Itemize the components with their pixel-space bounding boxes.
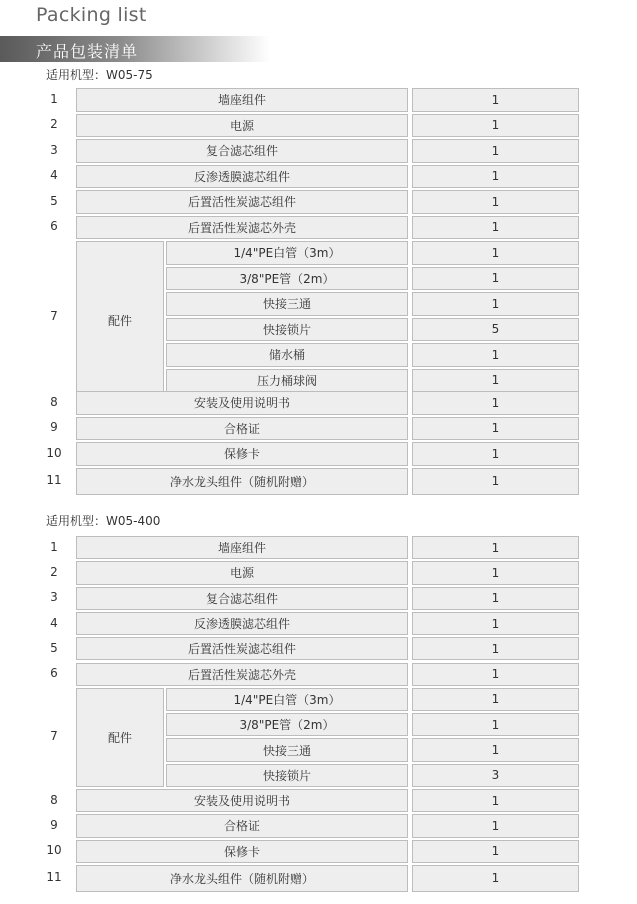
accessory-item-qty: 1 bbox=[412, 292, 579, 316]
row-number: 11 bbox=[46, 473, 62, 487]
item-qty: 1 bbox=[412, 139, 579, 163]
row-number: 9 bbox=[50, 817, 58, 832]
row-number: 8 bbox=[50, 394, 58, 409]
row-number: 7 bbox=[50, 729, 58, 744]
row-number: 10 bbox=[46, 445, 62, 460]
row-number: 5 bbox=[50, 193, 58, 208]
accessory-item-name: 快接三通 bbox=[166, 292, 408, 316]
item-qty: 1 bbox=[412, 417, 579, 441]
item-qty: 1 bbox=[412, 814, 579, 837]
item-name: 复合滤芯组件 bbox=[76, 587, 408, 610]
item-name: 净水龙头组件（随机附赠） bbox=[76, 865, 408, 892]
item-qty: 1 bbox=[412, 587, 579, 610]
item-name: 墙座组件 bbox=[76, 536, 408, 559]
accessory-item-qty: 5 bbox=[412, 318, 579, 342]
row-number: 6 bbox=[50, 666, 58, 681]
item-qty: 1 bbox=[412, 165, 579, 189]
item-qty: 1 bbox=[412, 663, 579, 686]
row-number: 11 bbox=[46, 870, 62, 885]
accessory-item-name: 压力桶球阀 bbox=[166, 369, 408, 393]
item-name: 后置活性炭滤芯外壳 bbox=[76, 663, 408, 686]
accessory-item-qty: 1 bbox=[412, 267, 579, 291]
page-title-cn: 产品包装清单 bbox=[36, 42, 139, 61]
row-number: 3 bbox=[50, 142, 58, 157]
row-number: 4 bbox=[50, 168, 58, 183]
accessory-group-label: 配件 bbox=[76, 241, 164, 392]
accessory-item-qty: 1 bbox=[412, 688, 579, 711]
item-name: 保修卡 bbox=[76, 442, 408, 466]
item-name: 安装及使用说明书 bbox=[76, 391, 408, 415]
accessory-item-qty: 3 bbox=[412, 764, 579, 787]
accessory-item-name: 快接锁片 bbox=[166, 318, 408, 342]
page-title-en: Packing list bbox=[36, 4, 147, 26]
item-name: 后置活性炭滤芯组件 bbox=[76, 190, 408, 214]
accessory-item-name: 1/4"PE白管（3m） bbox=[166, 688, 408, 711]
item-name: 反渗透膜滤芯组件 bbox=[76, 612, 408, 635]
row-number: 8 bbox=[50, 792, 58, 807]
item-qty: 1 bbox=[412, 536, 579, 559]
accessory-item-name: 3/8"PE管（2m） bbox=[166, 267, 408, 291]
item-name: 电源 bbox=[76, 114, 408, 138]
item-name: 净水龙头组件（随机附赠） bbox=[76, 468, 408, 495]
row-number: 5 bbox=[50, 640, 58, 655]
section-banner bbox=[0, 36, 270, 62]
accessory-item-qty: 1 bbox=[412, 738, 579, 761]
item-name: 保修卡 bbox=[76, 840, 408, 863]
item-qty: 1 bbox=[412, 88, 579, 112]
row-number: 10 bbox=[46, 843, 62, 858]
item-qty: 1 bbox=[412, 216, 579, 240]
model-label: 适用机型：W05-75 bbox=[46, 68, 153, 82]
accessory-group-label: 配件 bbox=[76, 688, 164, 787]
item-name: 后置活性炭滤芯外壳 bbox=[76, 216, 408, 240]
item-qty: 1 bbox=[412, 391, 579, 415]
model-label: 适用机型：W05-400 bbox=[46, 514, 161, 528]
item-name: 安装及使用说明书 bbox=[76, 789, 408, 812]
item-name: 墙座组件 bbox=[76, 88, 408, 112]
item-name: 反渗透膜滤芯组件 bbox=[76, 165, 408, 189]
item-qty: 1 bbox=[412, 468, 579, 495]
row-number: 7 bbox=[50, 308, 58, 323]
row-number: 3 bbox=[50, 590, 58, 605]
item-name: 电源 bbox=[76, 561, 408, 584]
item-qty: 1 bbox=[412, 190, 579, 214]
accessory-item-qty: 1 bbox=[412, 343, 579, 367]
accessory-item-name: 快接三通 bbox=[166, 738, 408, 761]
row-number: 1 bbox=[50, 91, 58, 106]
accessory-item-qty: 1 bbox=[412, 713, 579, 736]
row-number: 2 bbox=[50, 117, 58, 132]
row-number: 6 bbox=[50, 219, 58, 234]
accessory-item-name: 储水桶 bbox=[166, 343, 408, 367]
accessory-item-name: 3/8"PE管（2m） bbox=[166, 713, 408, 736]
item-qty: 1 bbox=[412, 442, 579, 466]
item-qty: 1 bbox=[412, 612, 579, 635]
item-name: 合格证 bbox=[76, 417, 408, 441]
accessory-item-name: 1/4"PE白管（3m） bbox=[166, 241, 408, 265]
item-name: 后置活性炭滤芯组件 bbox=[76, 637, 408, 660]
row-number: 4 bbox=[50, 615, 58, 630]
item-qty: 1 bbox=[412, 637, 579, 660]
item-name: 复合滤芯组件 bbox=[76, 139, 408, 163]
accessory-item-qty: 1 bbox=[412, 241, 579, 265]
item-qty: 1 bbox=[412, 789, 579, 812]
row-number: 9 bbox=[50, 420, 58, 435]
row-number: 1 bbox=[50, 539, 58, 554]
item-qty: 1 bbox=[412, 114, 579, 138]
item-qty: 1 bbox=[412, 840, 579, 863]
accessory-item-qty: 1 bbox=[412, 369, 579, 393]
item-qty: 1 bbox=[412, 561, 579, 584]
item-name: 合格证 bbox=[76, 814, 408, 837]
accessory-item-name: 快接锁片 bbox=[166, 764, 408, 787]
item-qty: 1 bbox=[412, 865, 579, 892]
row-number: 2 bbox=[50, 564, 58, 579]
